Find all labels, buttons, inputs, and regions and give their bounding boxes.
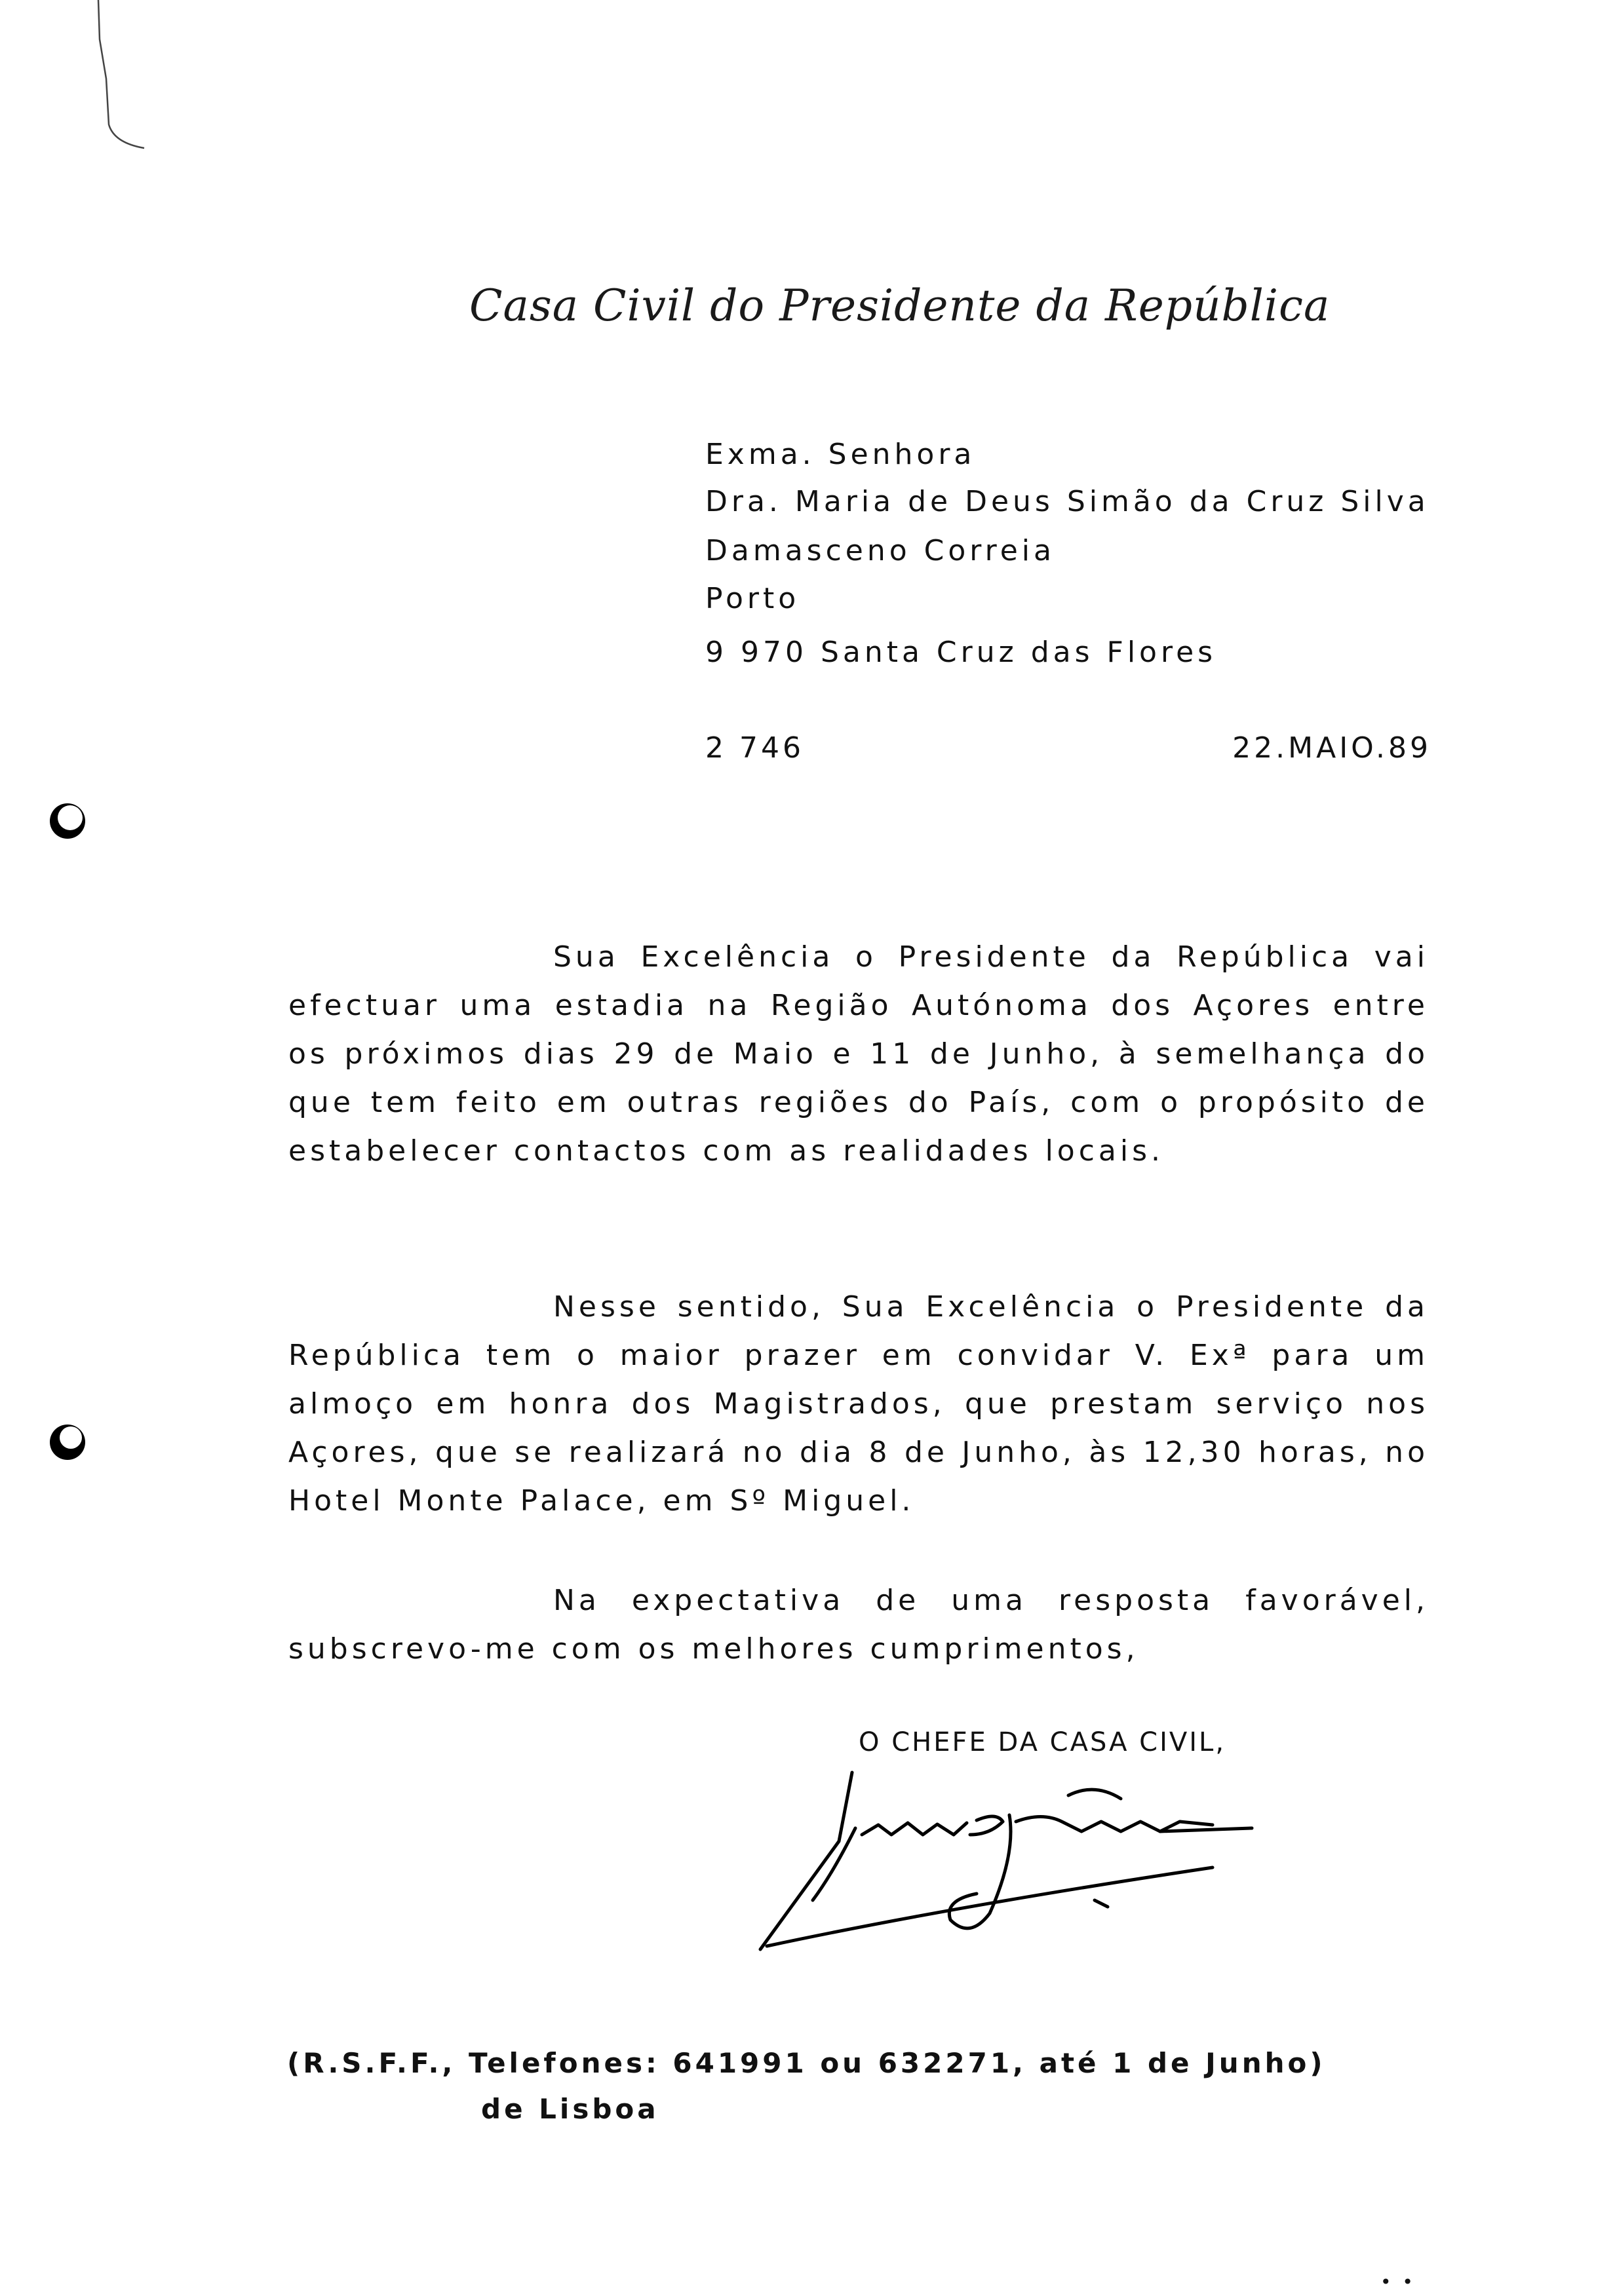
body-paragraph-3: Na expectativa de uma resposta favorável, subscrevo-me com os melhores cumprimentos,	[288, 1584, 1429, 1666]
letterhead: Casa Civil do Presidente da República	[469, 280, 1331, 331]
footer-contact-line: (R.S.F.F., Telefones: 641991 ou 632271, até 1 de Junho)	[287, 2047, 1326, 2079]
margin-pen-mark	[92, 0, 157, 157]
body-paragraph-2: Nesse sentido, Sua Excelência o Presidente da República tem o maior prazer em convidar V. Exª para um almoço em honra dos Magistrados, que prestam serviço nos Açores, que se realizará no dia 8 de Junho, às 12,30 horas, no Hotel Monte Palace, em Sº Miguel.	[288, 1290, 1429, 1518]
punch-hole-bottom	[46, 1421, 89, 1464]
recipient-city: Porto	[705, 582, 800, 615]
punch-hole-top	[46, 799, 89, 843]
recipient-postal-address: 9 970 Santa Cruz das Flores	[705, 636, 1217, 669]
scan-speck: • •	[1380, 2271, 1416, 2293]
footer-location-line: de Lisboa	[481, 2093, 659, 2125]
letter-date: 22.MAIO.89	[1232, 731, 1431, 765]
recipient-salutation: Exma. Senhora	[705, 438, 976, 471]
body-paragraph-1: Sua Excelência o Presidente da República vai efectuar uma estadia na Região Autónoma dos Açores entre os próximos dias 29 de Maio e 11 de Junho, à semelhança do que tem feito em outras regiões do País, com o propósito de estabelecer contactos com as realidades locais.	[288, 940, 1429, 1168]
recipient-name-line2: Damasceno Correia	[705, 534, 1055, 567]
handwritten-signature	[754, 1769, 1304, 1966]
closing-title: O CHEFE DA CASA CIVIL,	[859, 1727, 1226, 1757]
reference-number: 2 746	[705, 731, 804, 765]
recipient-name-line1: Dra. Maria de Deus Simão da Cruz Silva	[705, 485, 1430, 518]
